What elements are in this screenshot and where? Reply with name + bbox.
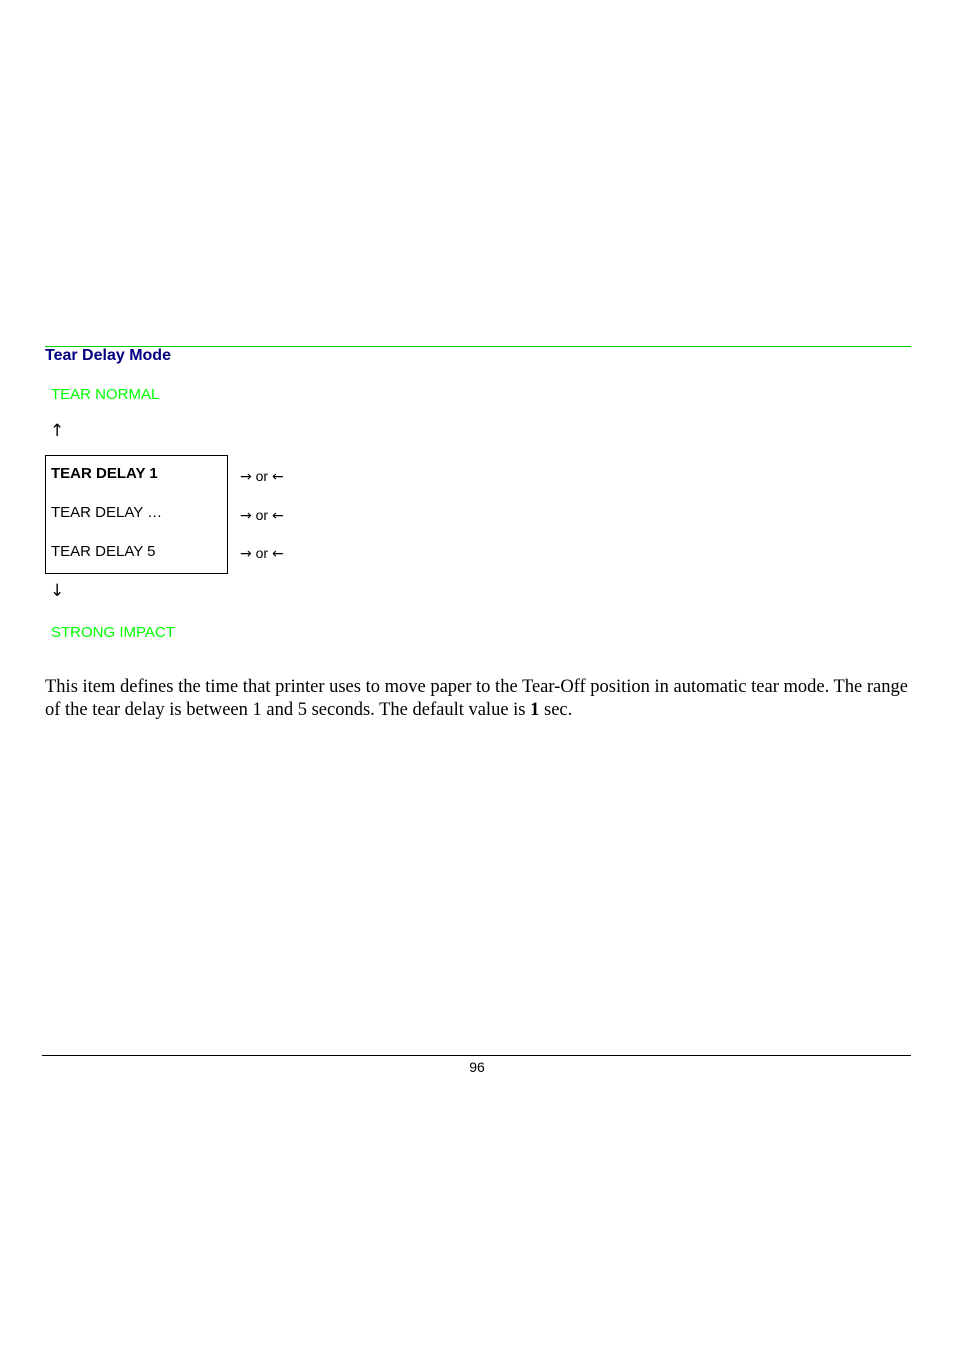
nav-hint-or: or [255,468,269,484]
footer-divider [42,1055,911,1056]
page-number: 96 [469,1059,485,1075]
description-unit: sec. [539,700,573,720]
menu-item-tear-delay-ellipsis: TEAR DELAY … [51,504,163,521]
left-arrow-icon: ← [271,508,284,524]
next-menu-item: STRONG IMPACT [51,624,175,641]
description-paragraph [45,676,911,722]
section-title: Tear Delay Mode [45,347,171,364]
left-arrow-icon: ← [271,546,284,562]
left-arrow-icon: ← [271,469,284,485]
right-arrow-icon: → [240,508,252,524]
nav-hint-or: or [255,545,269,561]
tear-delay-menu-box [45,455,228,574]
description-text: This item defines the time that printer uses to move paper to the Tear-Off position in automatic tear mode. The range of the tear delay is between 1 and 5 seconds. The default value is [45,677,908,720]
nav-hint-row-3 [240,545,284,562]
up-arrow-icon: ↑ [50,421,65,441]
menu-item-tear-delay-1: TEAR DELAY 1 [51,465,158,482]
down-arrow-icon: ↓ [50,581,65,601]
nav-hint-row-1 [240,468,284,485]
nav-hint-or: or [255,507,269,523]
nav-hint-row-2 [240,507,284,524]
right-arrow-icon: → [240,469,252,485]
right-arrow-icon: → [240,546,252,562]
default-value: 1 [530,700,540,720]
menu-item-tear-delay-5: TEAR DELAY 5 [51,543,156,560]
section-divider [45,346,911,347]
previous-menu-item: TEAR NORMAL [51,386,160,403]
